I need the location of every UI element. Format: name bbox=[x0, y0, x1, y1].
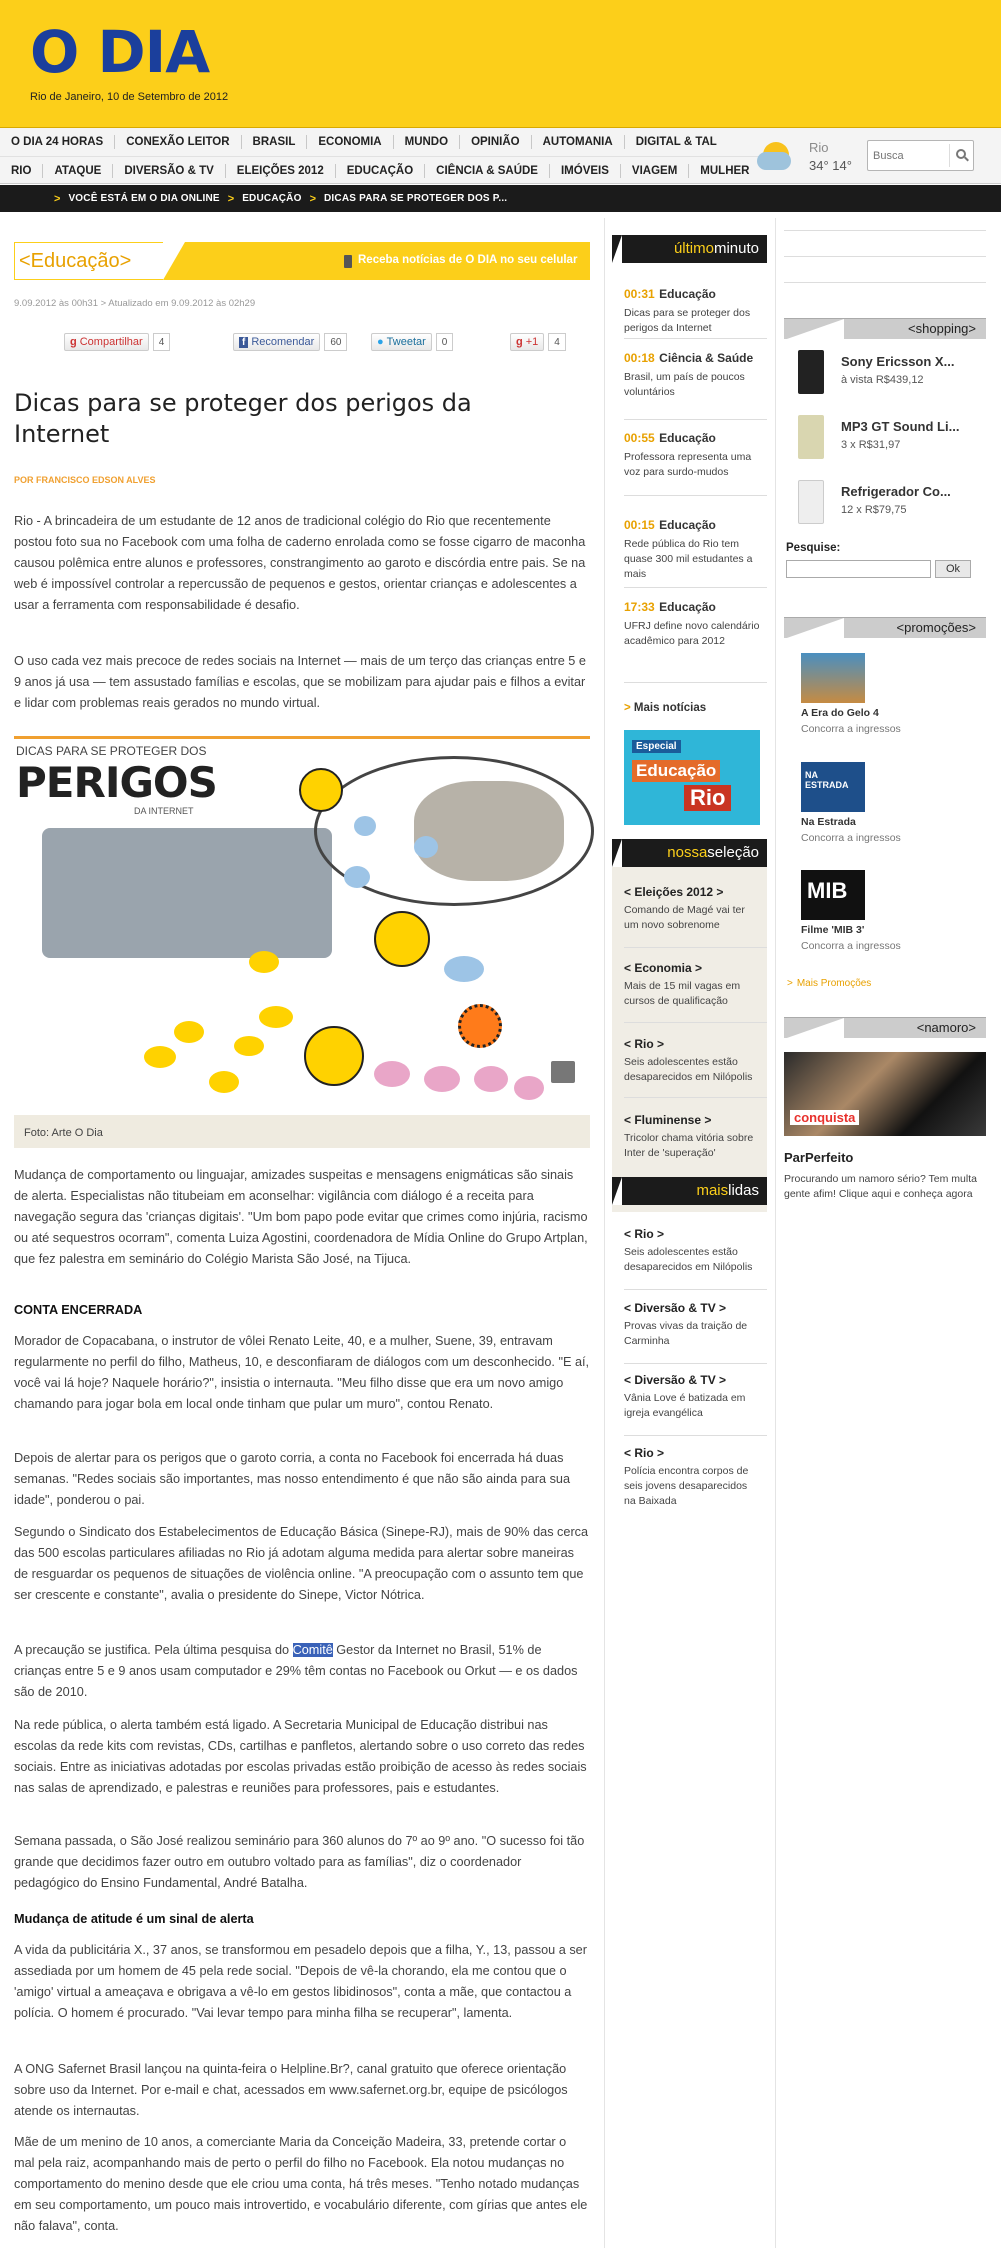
article-title: Dicas para se proteger dos perigos da Internet bbox=[14, 389, 472, 448]
infographic-title-line3: DA INTERNET bbox=[134, 806, 194, 816]
section-name: <Educação> bbox=[19, 250, 132, 272]
ultimo-item[interactable]: 00:18 Ciência & Saúde Brasil, um país de poucos voluntários bbox=[624, 351, 754, 398]
breadcrumb-home[interactable]: VOCÊ ESTÁ EM O DIA ONLINE bbox=[68, 193, 220, 204]
chevron-right-icon: > bbox=[309, 192, 317, 205]
paragraph-5: Depois de alertar para os perigos que o garoto corria, a conta no Facebook foi encerrada há duas semanas. "Redes sociais são importantes, mas nosso entendimento é que não são ainda para sua idade", ponderou o pai. bbox=[14, 1451, 571, 1507]
tweetar-count: 0 bbox=[436, 333, 454, 351]
recomendar-button[interactable]: f Recomendar bbox=[233, 333, 320, 351]
nav-item-rio[interactable]: RIO bbox=[0, 164, 43, 178]
mais-lidas-header: maislidas bbox=[612, 1177, 767, 1205]
search-input[interactable] bbox=[871, 144, 949, 167]
chevron-right-icon: > bbox=[227, 192, 235, 205]
mais-lidas-item[interactable]: < Rio > Polícia encontra corpos de seis jovens desaparecidos na Baixada bbox=[624, 1446, 749, 1507]
nav-item-ciencia-saude[interactable]: CIÊNCIA & SAÚDE bbox=[425, 164, 550, 178]
paragraph-2: O uso cada vez mais precoce de redes sociais na Internet — mais de um terço das crianças entre 5 e 9 anos já usa — tem assustado famílias e escolas, que se mobilizam para ajudar pais e filhos a evitar e lidar com problemas reais gerados no mundo virtual. bbox=[14, 654, 586, 710]
nossa-selecao-header: nossaseleção bbox=[612, 839, 767, 867]
nav-item-mundo[interactable]: MUNDO bbox=[394, 135, 460, 149]
namoro-header: <namoro> bbox=[784, 1017, 986, 1038]
promo-item[interactable]: A Era do Gelo 4 Concorra a ingressos bbox=[801, 653, 986, 735]
angry-face-icon bbox=[458, 1004, 502, 1048]
breadcrumb bbox=[0, 185, 1001, 212]
nav-item-conexao-leitor[interactable]: CONEXÃO LEITOR bbox=[115, 135, 241, 149]
subheading-mudanca: Mudança de atitude é um sinal de alerta bbox=[14, 1912, 254, 1926]
compartilhar-button[interactable]: g Compartilhar bbox=[64, 333, 149, 351]
twitter-icon: ● bbox=[377, 336, 384, 348]
promo-image: NA ESTRADA bbox=[801, 762, 865, 812]
dateline: Rio de Janeiro, 10 de Setembro de 2012 bbox=[30, 91, 229, 103]
chevron-right-icon: > bbox=[54, 192, 61, 205]
nav-item-opiniao[interactable]: OPINIÃO bbox=[460, 135, 532, 149]
paragraph-11: A ONG Safernet Brasil lançou na quinta-feira o Helpline.Br?, canal gratuito que oferece orientação sobre uso da Internet. Por e-mail e chat, acessados em www.safernet.org.br, equipe de psicólogos atende os internautas. bbox=[14, 2062, 568, 2118]
selecao-item[interactable]: < Economia > Mais de 15 mil vagas em cursos de qualificação bbox=[624, 961, 741, 1007]
breadcrumb-section[interactable]: EDUCAÇÃO bbox=[242, 193, 302, 204]
nav-item-economia[interactable]: ECONOMIA bbox=[307, 135, 393, 149]
paragraph-12: Mãe de um menino de 10 anos, a comerciante Maria da Conceição Madeira, 33, pretende cortar o mal pela raiz, acompanhando mais de perto o perfil do filho no Facebook. Ela notou mudanças no comportamento do menino desde que ele criou uma conta, há três meses. "Tenho notado mudanças em seu comportamento, um pouco mais introvertido, e vocabulário diferente, com gírias que antes ele não falava", conta. bbox=[14, 2135, 588, 2233]
nav-item-imoveis[interactable]: IMÓVEIS bbox=[550, 164, 621, 178]
recomendar-count: 60 bbox=[324, 333, 347, 351]
tweetar-button[interactable]: ● Tweetar bbox=[371, 333, 432, 351]
shopping-item[interactable]: Sony Ericsson X... à vista R$439,12 bbox=[784, 350, 986, 390]
paragraph-8: Na rede pública, o alerta também está ligado. A Secretaria Municipal de Educação distribui nas escolas da rede kits com revistas, CDs, cartilhas e panfletos, alertando sobre o uso correto das redes sociais. Entre as iniciativas adotadas por escolas privadas estão proibição de acesso às redes sociais nas salas de aprendizado, e palestras e reuniões para professores, pais e estudantes. bbox=[14, 1718, 587, 1795]
shopping-search-ok-button[interactable]: Ok bbox=[935, 560, 971, 578]
ultimo-minuto-header: últimominuto bbox=[612, 235, 767, 263]
main-nav bbox=[0, 128, 1001, 184]
ultimo-item[interactable]: 00:15 Educação Rede pública do Rio tem quase 300 mil estudantes a mais bbox=[624, 518, 753, 580]
mais-lidas-item[interactable]: < Rio > Seis adolescentes estão desaparecidos em Nilópolis bbox=[624, 1227, 753, 1273]
paragraph-7: A precaução se justifica. Pela última pesquisa do Comitê Gestor da Internet no Brasil, 51% de crianças entre 5 e 9 anos usam computador e 29% têm contas no Facebook ou Orkut — e os dados são de 2010. bbox=[14, 1643, 578, 1699]
paragraph-4: Morador de Copacabana, o instrutor de vôlei Renato Leite, 40, e a mulher, Suene, 39, entravam regularmente no perfil do filho, Matheus, 10, e desconfiaram de diálogos com um desconhecido. "E aí, você vai lá hoje? Naquele horário?", insistia o internauta. "Meu filho disse que era um novo amigo chamando para jogar bola em local onde tinham que pular um muro", contou Renato. bbox=[14, 1334, 590, 1411]
section-bar bbox=[14, 242, 590, 280]
infographic-title-line2: PERIGOS bbox=[16, 758, 217, 807]
mais-promocoes-link[interactable]: > Mais Promoções bbox=[787, 978, 872, 989]
google-plus-icon: g bbox=[516, 336, 523, 348]
namoro-image[interactable] bbox=[784, 1052, 986, 1136]
mais-lidas-item[interactable]: < Diversão & TV > Provas vivas da traição de Carminha bbox=[624, 1301, 748, 1347]
mais-lidas-item[interactable]: < Diversão & TV > Vânia Love é batizada em igreja evangélica bbox=[624, 1373, 746, 1419]
compartilhar-count: 4 bbox=[153, 333, 171, 351]
infographic-image[interactable] bbox=[14, 736, 590, 1115]
students-photo bbox=[42, 828, 332, 958]
lock-icon bbox=[551, 1061, 575, 1083]
nav-item-educacao[interactable]: EDUCAÇÃO bbox=[336, 164, 425, 178]
google-icon: g bbox=[70, 336, 77, 348]
namoro-text: Procurando um namoro sério? Tem multa gente afim! Clique aqui e conheça agora bbox=[784, 1173, 977, 1200]
nav-item-automania[interactable]: AUTOMANIA bbox=[532, 135, 625, 149]
nav-item-viagem[interactable]: VIAGEM bbox=[621, 164, 689, 178]
facebook-icon: f bbox=[239, 337, 248, 348]
phone-icon bbox=[344, 255, 352, 268]
share-google bbox=[64, 332, 170, 352]
smiley-thumbs-up-icon bbox=[374, 911, 430, 967]
cloud-icon bbox=[757, 152, 791, 170]
mais-noticias-link[interactable]: > Mais notícias bbox=[624, 702, 707, 714]
paragraph-3: Mudança de comportamento ou linguajar, amizades suspeitas e mensagens enigmáticas são sinais de alerta. Especialistas não titubeiam em aconselhar: vigilância com diálogo é a receita para navegação segura das 'crianças digitais'. "Um bom papo pode evitar que crimes como injúria, racismo ou até sequestros ocorram", comenta Luiza Agostini, coordenadora de Mídia Online do Grupo Artplan, que fez palestra em seminário do Colégio Marista São José, na Tijuca. bbox=[14, 1168, 588, 1266]
computer-photo bbox=[414, 781, 564, 881]
breadcrumb-current[interactable]: DICAS PARA SE PROTEGER DOS P... bbox=[324, 193, 508, 204]
highlighted-word: Comitê bbox=[292, 1643, 333, 1657]
ultimo-item[interactable]: 00:31 Educação Dicas para se proteger dos perigos da Internet bbox=[624, 287, 751, 334]
mobile-news-link[interactable]: Receba notícias de O DIA no seu celular bbox=[358, 254, 578, 266]
shopping-item[interactable]: MP3 GT Sound Li... 3 x R$31,97 bbox=[784, 415, 986, 455]
search-button[interactable] bbox=[949, 144, 971, 167]
promo-image bbox=[801, 653, 865, 703]
search-box bbox=[867, 140, 974, 171]
share-plusone bbox=[510, 332, 566, 352]
chevron-right-icon: > bbox=[624, 702, 631, 714]
paragraph-6: Segundo o Sindicato dos Estabelecimentos de Educação Básica (Sinepe-RJ), mais de 90% das cerca das 500 escolas particulares afiliadas no Rio já adotam alguma medida para alertar sobre maneiras de resguardar os pequenos de situações de violência online. "A preocupação com o assunto tem que ser crescente e constante", avalia o presidente do Sinepe, Victor Nótrica. bbox=[14, 1525, 589, 1602]
nav-item-mulher[interactable]: MULHER bbox=[700, 164, 750, 177]
weather-temps: 34° 14° bbox=[809, 158, 852, 173]
paragraph-1: Rio - A brincadeira de um estudante de 12 anos de tradicional colégio do Rio que recentemente postou foto sua no Facebook com uma folha de caderno enrolada como se fosse cigarro de maconha causou polêmica entre alunos e professores, constrangimento ao garoto e discórdia entre pais. Se na web é impossível controlar a repercussão de pequenos e gestos, orientar crianças e adolescentes a usar a ferramenta com responsabilidade é desafio. bbox=[14, 514, 586, 612]
nav-item-brasil[interactable]: BRASIL bbox=[242, 135, 308, 149]
site-logo[interactable]: O DIA bbox=[30, 18, 210, 86]
site-header bbox=[0, 0, 1001, 128]
article-byline: POR FRANCISCO EDSON ALVES bbox=[14, 475, 156, 485]
ultimo-item[interactable]: 17:33 Educação UFRJ define novo calendário acadêmico para 2012 bbox=[624, 600, 760, 647]
shopping-item[interactable]: Refrigerador Co... 12 x R$79,75 bbox=[784, 480, 986, 520]
share-facebook bbox=[233, 332, 347, 352]
mp3-thumb bbox=[798, 415, 824, 459]
paragraph-9: Semana passada, o São José realizou seminário para 360 alunos do 7º ao 9º ano. "O sucesso foi tão grande que decidimos fazer outro em outubro voltado para as famílias", diz o coordenador pedagógico do Ensino Fundamental, André Batalha. bbox=[14, 1834, 585, 1890]
infographic-title-line1: DICAS PARA SE PROTEGER DOS bbox=[16, 744, 207, 758]
section-tab[interactable] bbox=[14, 242, 164, 280]
nav-item-o-dia-24-horas[interactable]: O DIA 24 HORAS bbox=[0, 135, 115, 149]
nossa-selecao-box bbox=[612, 867, 767, 1212]
refrigerator-thumb bbox=[798, 480, 824, 524]
infographic-caption: Foto: Arte O Dia bbox=[14, 1115, 590, 1148]
nav-item-diversao-tv[interactable]: DIVERSÃO & TV bbox=[113, 164, 225, 178]
nav-item-eleicoes-2012[interactable]: ELEIÇÕES 2012 bbox=[226, 164, 336, 178]
conquista-logo: conquista bbox=[790, 1110, 859, 1125]
share-twitter bbox=[371, 332, 453, 352]
nav-row-2 bbox=[0, 156, 761, 184]
promo-image: MIB bbox=[801, 870, 865, 920]
article-timestamp: 9.09.2012 às 00h31 > Atualizado em 9.09.2012 às 02h29 bbox=[14, 298, 256, 309]
promo-item[interactable]: MIB Filme 'MIB 3' Concorra a ingressos bbox=[801, 870, 986, 952]
smiley-graduate-icon bbox=[299, 768, 343, 812]
phone-thumb bbox=[798, 350, 824, 394]
plusone-button[interactable]: g +1 bbox=[510, 333, 544, 351]
selecao-item[interactable]: < Fluminense > Tricolor chama vitória sobre Inter de 'superação' bbox=[624, 1113, 754, 1159]
promocoes-header: <promoções> bbox=[784, 617, 986, 638]
shopping-search-input[interactable] bbox=[786, 560, 931, 578]
weather-widget[interactable] bbox=[757, 136, 857, 178]
nav-row-1 bbox=[0, 128, 728, 156]
educacao-rio-banner[interactable]: Especial Educação Rio bbox=[624, 730, 760, 825]
nav-item-digital-tal[interactable]: DIGITAL & TAL bbox=[635, 136, 717, 148]
shopping-header: <shopping> bbox=[784, 318, 986, 339]
paragraph-10: A vida da publicitária X., 37 anos, se transformou em pesadelo depois que a filha, Y., 13, passou a ser assediada por um homem de 45 pela rede social. "Depois de vê-la chorando, ela me contou que o 'amigo' virtual a ameaçava e obrigava a vê-lo em gestos libidinosos", conta a mãe, que contactou a polícia. O homem é procurado. "Vai levar tempo para minha filha se recuperar", lamenta. bbox=[14, 1943, 587, 2020]
subheading-conta-encerrada: CONTA ENCERRADA bbox=[14, 1303, 143, 1317]
nav-item-ataque[interactable]: ATAQUE bbox=[43, 164, 113, 178]
pesquise-label: Pesquise: bbox=[786, 542, 841, 554]
selecao-item[interactable]: < Eleições 2012 > Comando de Magé vai ter um novo sobrenome bbox=[624, 885, 745, 931]
plusone-count: 4 bbox=[548, 333, 566, 351]
ultimo-item[interactable]: 00:55 Educação Professora representa uma voz para surdo-mudos bbox=[624, 431, 752, 478]
namoro-title[interactable]: ParPerfeito bbox=[784, 1150, 854, 1165]
chevron-right-icon: > bbox=[787, 978, 793, 989]
smiley-father-icon bbox=[304, 1026, 364, 1086]
selecao-item[interactable]: < Rio > Seis adolescentes estão desaparecidos em Nilópolis bbox=[624, 1037, 753, 1083]
weather-city: Rio bbox=[809, 140, 829, 155]
promo-item[interactable]: NA ESTRADA Na Estrada Concorra a ingressos bbox=[801, 762, 986, 844]
